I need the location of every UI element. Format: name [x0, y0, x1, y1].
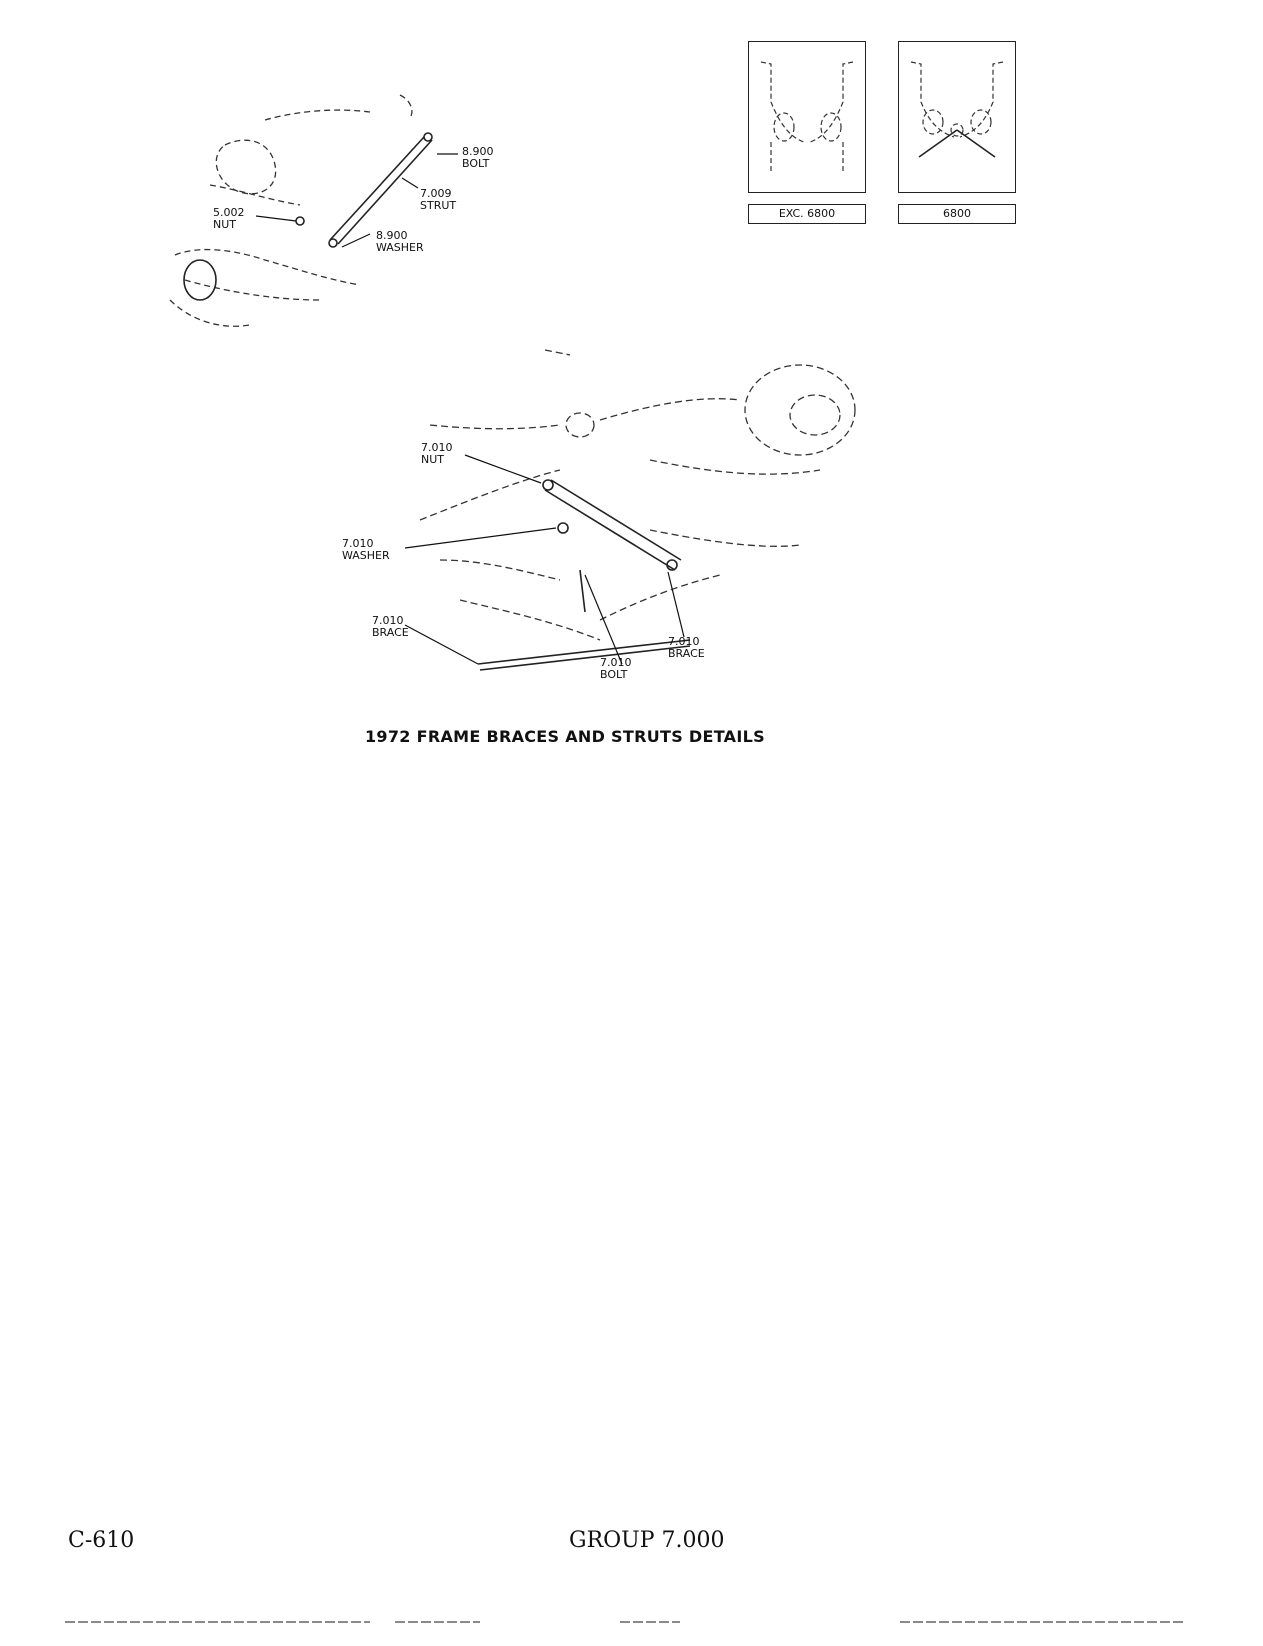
callout-number: 7.010: [342, 537, 374, 550]
callout-number: 7.010: [600, 656, 632, 669]
page-number: C-610: [68, 1528, 135, 1553]
callout-number: 5.002: [213, 206, 245, 219]
callout-name: NUT: [213, 218, 236, 231]
callout-number: 8.900: [462, 145, 494, 158]
callout-name: BOLT: [462, 157, 490, 170]
callout-number: 7.009: [420, 187, 452, 200]
callout-name: WASHER: [342, 549, 390, 562]
callout-number: 7.010: [421, 441, 453, 454]
variant-label: 6800: [898, 204, 1016, 224]
group-label: GROUP 7.000: [569, 1528, 725, 1553]
callout-number: 7.010: [668, 635, 700, 648]
callout-number: 7.010: [372, 614, 404, 627]
callout-name: BOLT: [600, 668, 628, 681]
callout-name: BRACE: [372, 626, 409, 639]
callout-name: WASHER: [376, 241, 424, 254]
figure-caption: 1972 FRAME BRACES AND STRUTS DETAILS: [365, 727, 765, 746]
callout-name: BRACE: [668, 647, 705, 660]
callout-name: STRUT: [420, 199, 457, 212]
callout-name: NUT: [421, 453, 444, 466]
variant-label: EXC. 6800: [748, 204, 866, 224]
callout-number: 8.900: [376, 229, 408, 242]
